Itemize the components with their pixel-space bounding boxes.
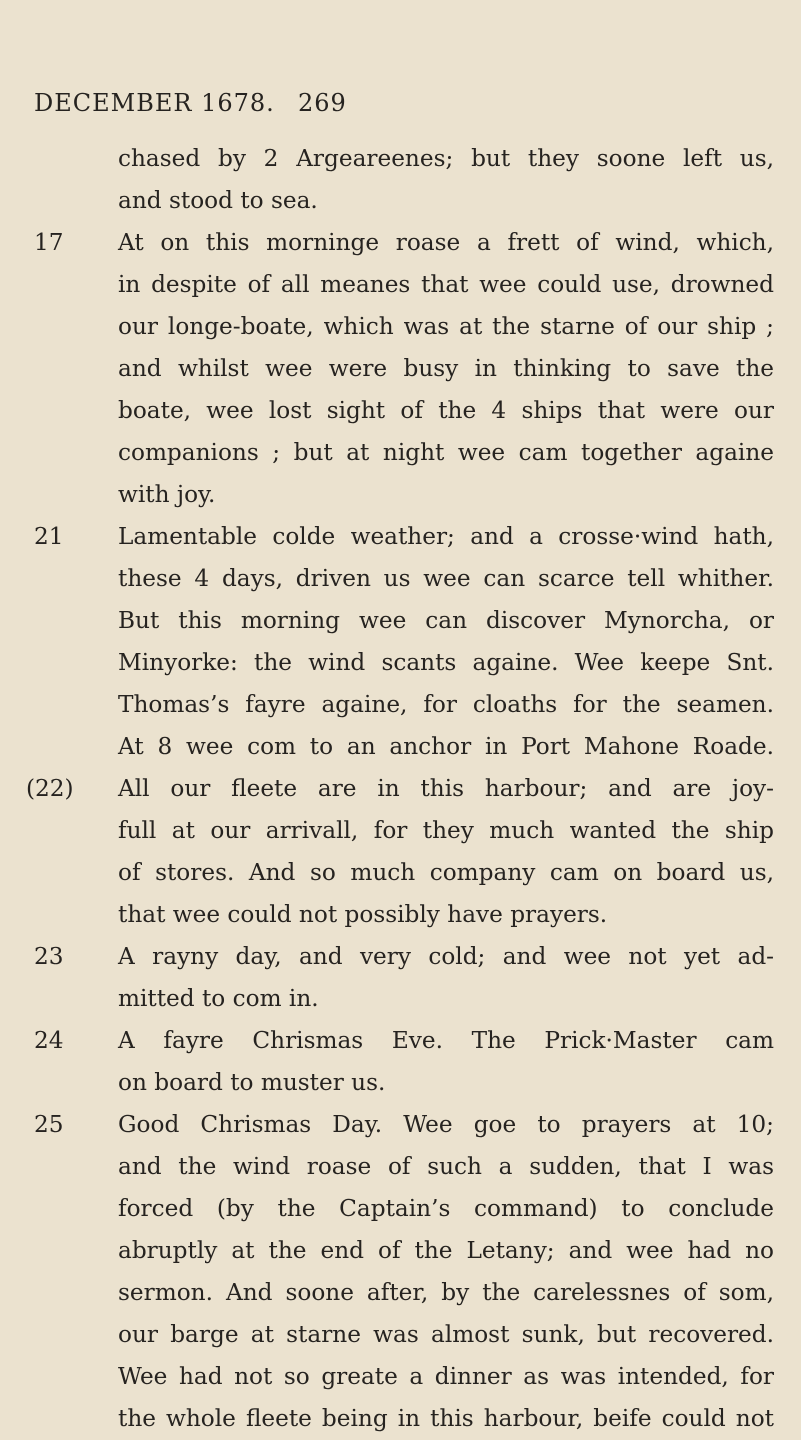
entry-date: (22) <box>26 775 74 802</box>
text-line: A rayny day, and very cold; and wee not yet ad- <box>118 943 774 970</box>
text-line: and stood to sea. <box>118 187 318 214</box>
text-line: forced (by the Captain’s command) to conclude <box>118 1195 774 1222</box>
text-line: in despite of all meanes that wee could use, drowned <box>118 271 774 298</box>
text-line: Thomas’s fayre againe, for cloaths for the seamen. <box>118 691 774 718</box>
text-line: Lamentable colde weather; and a crosse·wind hath, <box>118 523 774 550</box>
text-line: full at our arrivall, for they much wanted the ship <box>118 817 774 844</box>
entry-date: 24 <box>34 1027 64 1054</box>
text-line: sermon. And soone after, by the carelessnes of som, <box>118 1279 774 1306</box>
text-line: Good Chrismas Day. Wee goe to prayers at 10; <box>118 1111 774 1138</box>
text-line: that wee could not possibly have prayers. <box>118 901 608 928</box>
text-line: A fayre Chrismas Eve. The Prick·Master cam <box>118 1027 774 1054</box>
text-line: companions ; but at night wee cam together againe <box>118 439 774 466</box>
entry-date: 17 <box>34 229 64 256</box>
running-title: DECEMBER 1678. <box>34 89 275 117</box>
text-line: chased by 2 Argeareenes; but they soone left us, <box>118 145 774 172</box>
text-line: the whole fleete being in this harbour, beife could not <box>118 1405 774 1432</box>
text-line: All our fleete are in this harbour; and are joy- <box>118 775 774 802</box>
entry-date: 23 <box>34 943 64 970</box>
entry-date: 21 <box>34 523 64 550</box>
text-line: abruptly at the end of the Letany; and wee had no <box>118 1237 774 1264</box>
text-line: At 8 wee com to an anchor in Port Mahone Roade. <box>118 733 774 760</box>
text-line: with joy. <box>118 481 216 508</box>
text-line: mitted to com in. <box>118 985 319 1012</box>
text-line: But this morning wee can discover Mynorcha, or <box>118 607 774 634</box>
text-line: Wee had not so greate a dinner as was intended, for <box>118 1363 774 1390</box>
text-line: and whilst wee were busy in thinking to save the <box>118 355 774 382</box>
text-line: these 4 days, driven us wee can scarce tell whither. <box>118 565 774 592</box>
text-line: our longe-boate, which was at the starne of our ship ; <box>118 313 774 340</box>
text-line: of stores. And so much company cam on board us, <box>118 859 774 886</box>
page-number: 269 <box>298 89 347 117</box>
text-line: and the wind roase of such a sudden, that I was <box>118 1153 774 1180</box>
text-line: our barge at starne was almost sunk, but recovered. <box>118 1321 774 1348</box>
text-line: Minyorke: the wind scants againe. Wee keepe Snt. <box>118 649 774 676</box>
running-header <box>34 89 774 121</box>
entry-date: 25 <box>34 1111 64 1138</box>
text-line: boate, wee lost sight of the 4 ships that were our <box>118 397 774 424</box>
text-line: on board to muster us. <box>118 1069 386 1096</box>
text-line: At on this morninge roase a frett of wind, which, <box>118 229 774 256</box>
